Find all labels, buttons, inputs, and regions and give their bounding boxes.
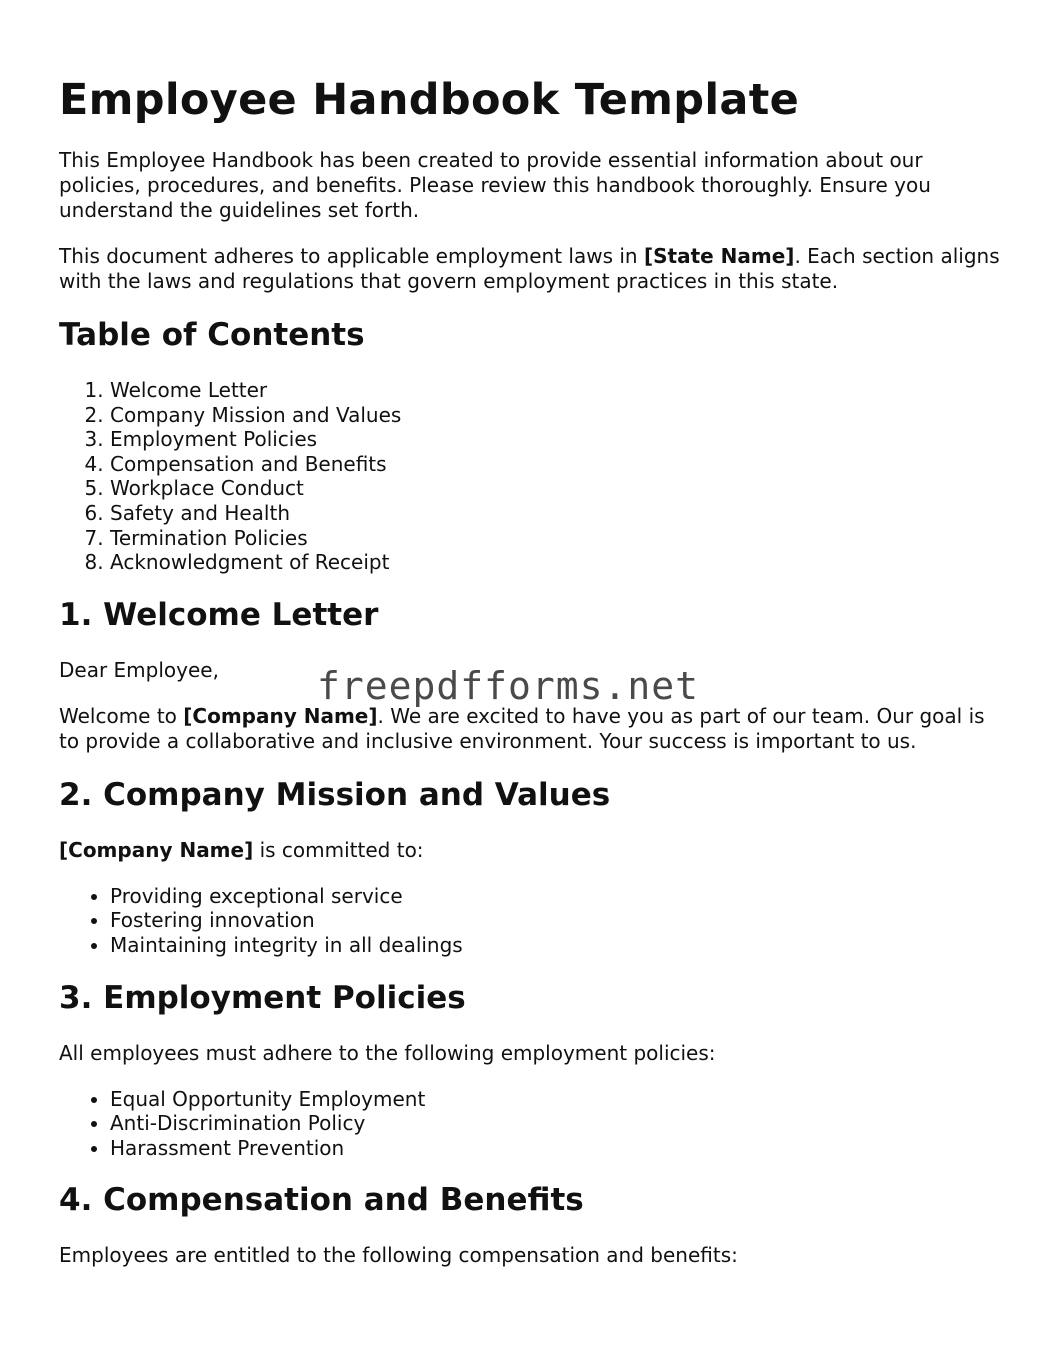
watermark-text: freepdfforms.net (317, 664, 700, 708)
toc-item: 4. Compensation and Benefits (110, 452, 1009, 477)
mission-item: • Maintaining integrity in all dealings (110, 933, 1009, 958)
toc-item: 6. Safety and Health (110, 501, 1009, 526)
mission-item: • Providing exceptional service (110, 884, 1009, 909)
toc-item: 2. Company Mission and Values (110, 403, 1009, 428)
policy-item: • Harassment Prevention (110, 1136, 1009, 1161)
mission-intro-text: is committed to: (253, 837, 424, 862)
toc-item: 7. Termination Policies (110, 526, 1009, 551)
company-name-placeholder: [Company Name] (183, 703, 378, 728)
laws-text-after: . Each section aligns with the laws and regulations that govern employment practices in this state. (59, 244, 1000, 293)
toc-item: 5. Workplace Conduct (110, 476, 1009, 501)
laws-text-before: This document adheres to applicable employment laws in (59, 244, 644, 268)
compensation-heading: 4. Compensation and Benefits (59, 1182, 584, 1219)
welcome-text-after: . We are excited to have you as part of our team. Our goal is to provide a collaborative and inclusive environment. Your success is important to us. (59, 703, 985, 753)
mission-item: • Fostering innovation (110, 908, 1009, 933)
state-name-placeholder: [State Name] (643, 244, 795, 268)
welcome-heading: 1. Welcome Letter (59, 596, 379, 633)
toc-item: 8. Acknowledgment of Receipt (110, 550, 1009, 575)
toc-item: 3. Employment Policies (110, 427, 1009, 452)
compensation-intro: Employees are entitled to the following compensation and benefits: (59, 1243, 738, 1268)
company-name-placeholder: [Company Name] (59, 837, 254, 862)
policies-heading: 3. Employment Policies (59, 979, 466, 1016)
policy-item: • Anti-Discrimination Policy (110, 1111, 1009, 1136)
toc-heading: Table of Contents (59, 317, 365, 353)
document-title: Employee Handbook Template (59, 75, 800, 125)
intro-paragraph: This Employee Handbook has been created to provide essential information about our policies, procedures, and benefits. Please review this handbook thoroughly. Ensure you understand the guidelines set forth. (59, 148, 931, 222)
welcome-text-before: Welcome to (59, 703, 184, 728)
policies-intro: All employees must adhere to the following employment policies: (59, 1040, 716, 1065)
policies-list (59, 1087, 1009, 1161)
mission-heading: 2. Company Mission and Values (59, 776, 611, 813)
toc-item: 1. Welcome Letter (110, 378, 1009, 403)
laws-paragraph (59, 244, 1009, 294)
welcome-greeting: Dear Employee, (59, 657, 219, 682)
mission-intro (59, 838, 1009, 863)
mission-list (59, 884, 1009, 958)
toc-list (59, 378, 1009, 575)
policy-item: • Equal Opportunity Employment (110, 1087, 1009, 1112)
welcome-body (59, 704, 1009, 754)
